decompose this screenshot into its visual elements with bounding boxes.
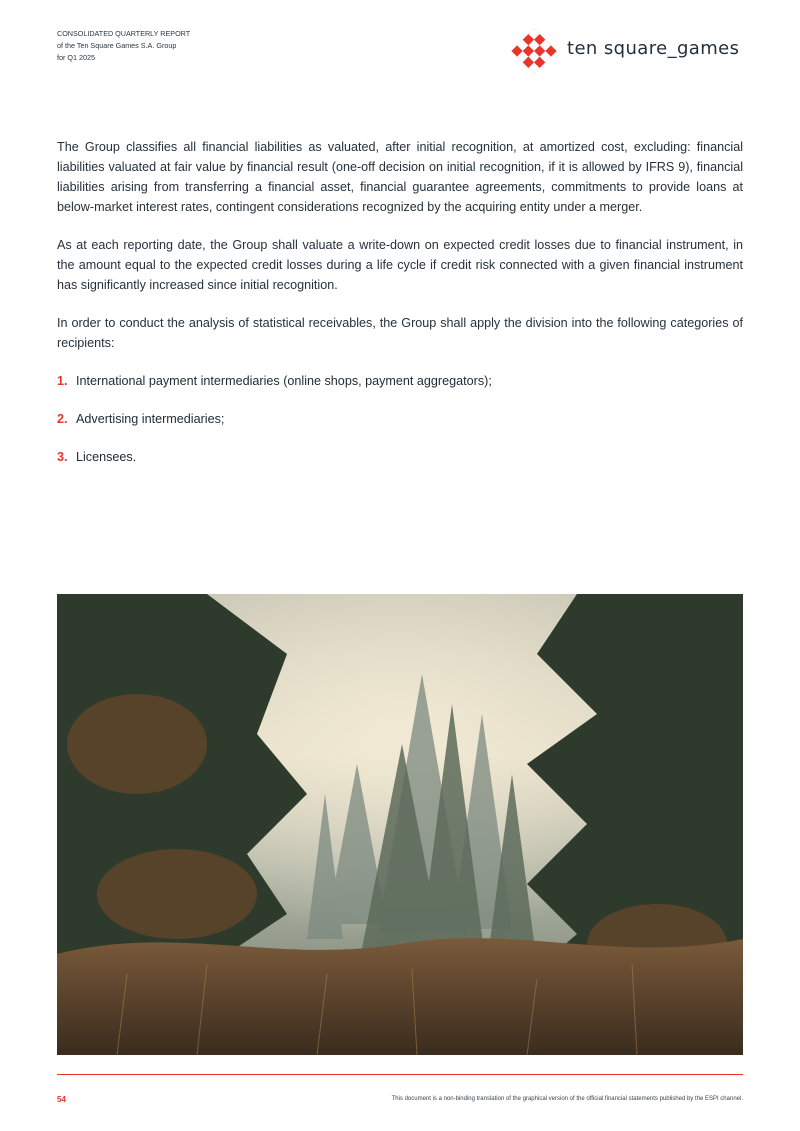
- list-item-number: 2.: [57, 412, 68, 426]
- recipient-category-list: [57, 371, 743, 467]
- logo-wordmark: ten square_games: [567, 38, 740, 59]
- main-content: [57, 137, 743, 485]
- report-header: [57, 28, 190, 64]
- forest-photo: [57, 594, 743, 1055]
- report-period: for Q1 2025: [57, 53, 95, 62]
- footer-disclaimer: This document is a non-binding translation of the graphical version of the official financial statements published by the ESPI channel.: [391, 1096, 743, 1102]
- list-item: [57, 447, 743, 467]
- paragraph-recipient-categories: In order to conduct the analysis of statistical receivables, the Group shall apply the division into the following categories of recipients:: [57, 316, 743, 350]
- page-number: 54: [57, 1095, 66, 1104]
- report-subtitle: of the Ten Square Games S.A. Group: [57, 41, 177, 50]
- list-item: [57, 409, 743, 429]
- list-item-text: International payment intermediaries (online shops, payment aggregators);: [76, 374, 492, 388]
- footer-divider: [57, 1074, 743, 1075]
- company-logo: [510, 27, 750, 75]
- diamond-checker-logo-icon: [510, 27, 558, 75]
- list-item-number: 3.: [57, 450, 68, 464]
- report-title: CONSOLIDATED QUARTERLY REPORT: [57, 29, 191, 38]
- list-item-number: 1.: [57, 374, 68, 388]
- list-item-text: Advertising intermediaries;: [76, 412, 225, 426]
- list-item-text: Licensees.: [76, 450, 137, 464]
- list-item: [57, 371, 743, 391]
- paragraph-credit-losses: As at each reporting date, the Group shall valuate a write-down on expected credit losses due to financial instrument, in the amount equal to the expected credit losses during a life cycle if credit risk connected with a given financial instrument has significantly increased since initial recognition.: [57, 238, 743, 292]
- paragraph-financial-liabilities: The Group classifies all financial liabilities as valuated, after initial recognition, at amortized cost, excluding: financial liabilities valuated at fair value by financial result (one-off decision on initial recognition, if it is allowed by IFRS 9), financial liabilities arising from transferring a financial asset, financial guarantee agreements, commitments to provide loans at below-market interest rates, contingent considerations recognized by the acquiring entity under a merger.: [57, 140, 743, 214]
